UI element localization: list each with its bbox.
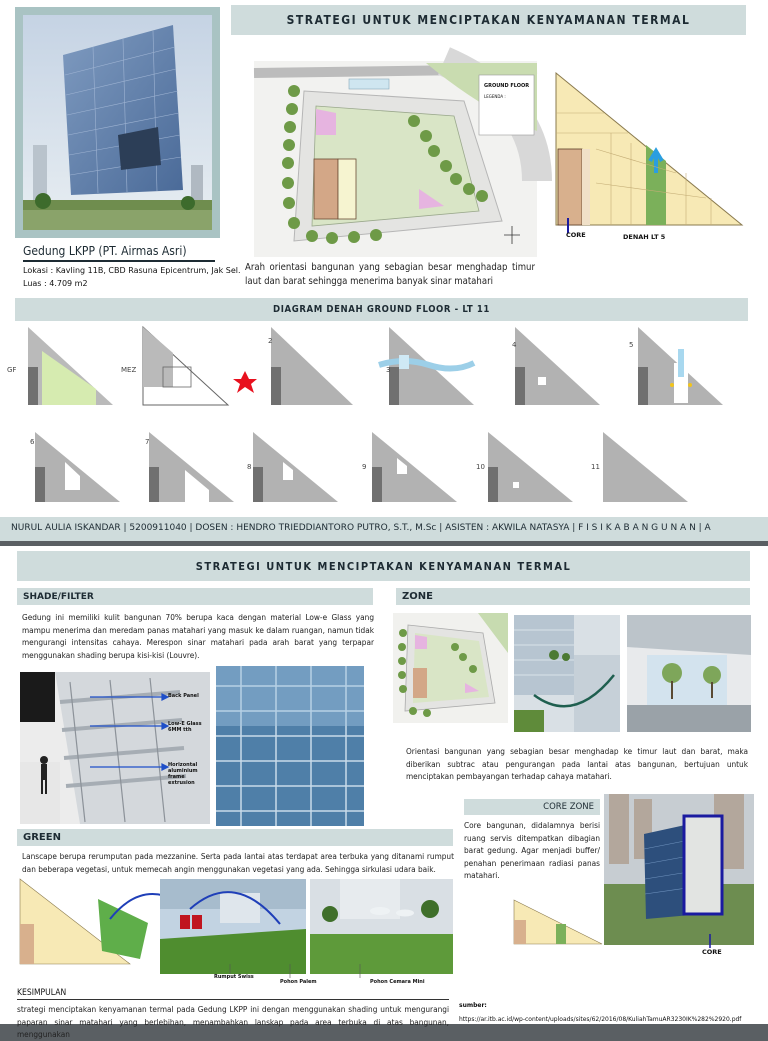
diagram-label-11: 11 xyxy=(591,463,600,471)
diagram-label-10: 10 xyxy=(476,463,485,471)
diagram-7 xyxy=(139,432,239,512)
source-heading: sumber: xyxy=(459,1002,487,1009)
diagram-label-9: 9 xyxy=(362,463,367,471)
floor-plan-core-label: CORE xyxy=(566,231,586,239)
diagram-label-mez: MEZ xyxy=(121,366,137,374)
zone-building-section-photo xyxy=(514,615,620,732)
green-heading: GREEN xyxy=(17,829,453,846)
core-zone-floor-plan xyxy=(514,900,602,944)
label-back-panel: Back Panel xyxy=(168,693,199,699)
green-text: Lanscape berupa rerumputan pada mezzanine. Serta pada lantai atas terdapat area terbuka yang ditanami rumput dan beberapa vegetasi, untuk memecah angin menggunakan vegetasi yang ada. Sehingga sirkulasi udara baik. xyxy=(22,851,454,874)
label-low-e-glass: Low-E Glass 6MM tth xyxy=(168,721,202,733)
louvre-callout-arrows xyxy=(90,691,170,781)
label-aluminium-frame: Horizontal aluminium frame extrusion xyxy=(168,762,198,786)
low-e-glass-facade-photo xyxy=(216,666,364,826)
zone-terrace-photo xyxy=(627,615,751,732)
diagram-label-4: 4 xyxy=(512,341,517,349)
site-plan xyxy=(254,61,537,257)
core-zone-aerial-photo xyxy=(604,794,754,945)
diagram-3 xyxy=(379,327,479,407)
source-url[interactable]: https://ar.itb.ac.id/wp-content/uploads/sites/62/2016/08/KuliahTamuAR3230IK%282%2920.pdf xyxy=(459,1016,742,1023)
conclusion-heading: KESIMPULAN xyxy=(17,988,67,998)
building-location: Lokasi : Kavling 11B, CBD Rasuna Epicentrum, Jak Sel. xyxy=(23,266,241,275)
diagram-label-5: 5 xyxy=(629,341,634,349)
diagram-5 xyxy=(628,327,728,407)
diagram-label-2: 2 xyxy=(268,337,273,345)
green-roof-garden-photo xyxy=(310,879,453,974)
page-title-2: STRATEGI UNTUK MENCIPTAKAN KENYAMANAN TERMAL xyxy=(17,551,750,581)
diagram-mez xyxy=(133,327,233,407)
diagram-label-3: 3 xyxy=(386,366,391,374)
building-name: Gedung LKPP (PT. Airmas Asri) xyxy=(23,244,187,258)
green-mezzanine-photo xyxy=(160,879,306,974)
diagram-gf xyxy=(18,327,118,407)
green-floor-plan xyxy=(20,879,160,964)
site-plan-caption: Arah orientasi bangunan yang sebagian besar menghadap timur laut dan barat sehingga menerima banyak sinar matahari xyxy=(245,262,535,287)
core-zone-text: Core bangunan, didalamnya berisi ruang servis ditempatkan dibagian barat gedung. Agar menjadi buffer/ penahan penerimaan radiasi panas matahari. xyxy=(464,820,600,881)
page-title: STRATEGI UNTUK MENCIPTAKAN KENYAMANAN TERMAL xyxy=(231,5,746,35)
diagram-label-6: 6 xyxy=(30,438,35,446)
building-area: Luas : 4.709 m2 xyxy=(23,279,88,288)
diagram-label-7: 7 xyxy=(145,438,150,446)
conclusion-underline xyxy=(17,999,449,1000)
floor-plan-lt5-title: DENAH LT 5 xyxy=(623,233,666,241)
poster-panel-2 xyxy=(0,546,768,1040)
diagram-6 xyxy=(25,432,125,512)
credits-text: NURUL AULIA ISKANDAR | 5200911040 | DOSEN : HENDRO TRIEDDIANTORO PUTRO, S.T., M.Sc | ASISTEN : AKWILA NATASYA | F I S I K A B A N G U N A N | A xyxy=(11,523,711,533)
shade-heading: SHADE/FILTER xyxy=(17,588,373,605)
core-zone-core-label: CORE xyxy=(702,948,722,956)
conclusion-text: strategi menciptakan kenyamanan termal pada Gedung LKPP ini dengan menggunakan shading untuk mengurangi paparan sinar matahari yang berlebihan, menambahkan lanskap pada area terbuka di atas bangunan, menggunakan xyxy=(17,1004,449,1040)
zone-site-plan xyxy=(393,613,508,723)
shade-text: Gedung ini memiliki kulit bangunan 70% berupa kaca dengan material Low-e Glass yang mampu menerima dan meredam panas matahari yang masuk ke dalam ruangan, namun tidak mengurangi intensitas cahaya. Merespon sinar matahari pada arah barat yang terpapar menggunakan shading berupa kisi-kisi (Louvre). xyxy=(22,612,374,660)
diagram-8 xyxy=(253,432,353,512)
diagram-label-gf: GF xyxy=(7,366,17,374)
diagram-11 xyxy=(598,432,698,512)
building-photo xyxy=(23,15,212,230)
building-name-underline xyxy=(23,260,215,262)
label-pohon-cemara-mini: Pohon Cemara Mini xyxy=(370,979,425,985)
diagram-4 xyxy=(505,327,605,407)
label-pohon-palem: Pohon Palem xyxy=(280,979,317,985)
core-zone-heading: CORE ZONE xyxy=(464,799,600,815)
site-plan-legend-subtitle: LEGENDA : xyxy=(484,94,506,99)
floor-plan-lt5 xyxy=(556,73,742,229)
diagram-section-title: DIAGRAM DENAH GROUND FLOOR - LT 11 xyxy=(15,298,748,321)
site-plan-legend-title: GROUND FLOOR xyxy=(484,83,530,89)
zone-text: Orientasi bangunan yang sebagian besar menghadap ke timur laut dan barat, maka diberikan subtrac atau pengurangan pada lantai atas bangunan, bertujuan untuk menciptakan pembayangan terhadap cahaya matahari. xyxy=(406,746,748,782)
label-rumput-swiss: Rumput Swiss xyxy=(214,974,254,980)
zone-heading: ZONE xyxy=(396,588,750,605)
diagram-9 xyxy=(367,432,467,512)
diagram-label-8: 8 xyxy=(247,463,252,471)
diagram-10 xyxy=(483,432,583,512)
